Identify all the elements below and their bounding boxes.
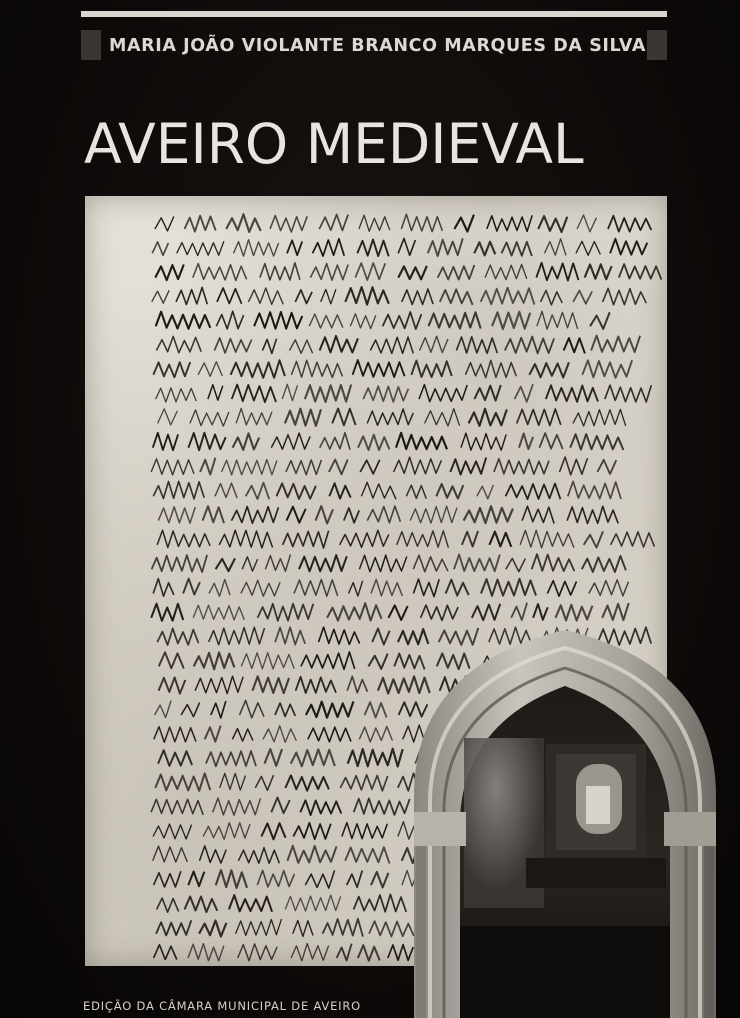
- script-word-stroke: [342, 823, 388, 839]
- script-word-stroke: [156, 312, 211, 329]
- script-word-stroke: [291, 749, 335, 766]
- script-word-stroke: [353, 360, 405, 377]
- script-word-stroke: [275, 627, 305, 644]
- script-word-stroke: [155, 701, 172, 718]
- script-word-stroke: [481, 288, 535, 305]
- script-word-stroke: [541, 290, 563, 305]
- script-word-stroke: [152, 242, 168, 255]
- script-word-stroke: [151, 459, 194, 475]
- doorway-image: [406, 626, 724, 1018]
- script-word-stroke: [469, 409, 507, 426]
- script-word-stroke: [305, 870, 334, 888]
- script-word-stroke: [398, 266, 427, 279]
- book-title: AVEIRO MEDIEVAL: [84, 112, 584, 176]
- script-word-stroke: [591, 336, 640, 353]
- script-word-stroke: [359, 727, 392, 742]
- script-word-stroke: [337, 944, 352, 961]
- script-word-stroke: [340, 530, 389, 547]
- script-word-stroke: [450, 458, 486, 475]
- script-word-stroke: [193, 264, 247, 281]
- script-word-stroke: [406, 485, 426, 498]
- script-word-stroke: [367, 409, 413, 425]
- script-word-stroke: [547, 581, 576, 597]
- script-word-stroke: [481, 579, 536, 596]
- script-word-stroke: [519, 434, 533, 450]
- script-word-stroke: [515, 384, 533, 402]
- script-word-stroke: [538, 216, 567, 232]
- script-word-stroke: [556, 605, 593, 621]
- script-word-stroke: [236, 919, 282, 935]
- script-word-stroke: [494, 459, 549, 474]
- script-word-stroke: [208, 385, 223, 401]
- script-word-stroke: [354, 798, 410, 815]
- script-word-stroke: [265, 749, 283, 766]
- script-word-stroke: [546, 385, 598, 402]
- script-word-stroke: [185, 216, 216, 232]
- script-word-stroke: [219, 530, 272, 548]
- script-word-stroke: [368, 654, 387, 669]
- script-word-stroke: [283, 531, 329, 548]
- script-word-stroke: [429, 312, 481, 328]
- script-word-stroke: [576, 241, 601, 255]
- top-rule: [81, 11, 667, 17]
- script-word-stroke: [240, 700, 265, 718]
- script-word-stroke: [545, 239, 567, 256]
- script-word-stroke: [329, 483, 350, 498]
- script-word-stroke: [265, 554, 290, 571]
- script-word-stroke: [492, 312, 530, 329]
- script-word-stroke: [153, 362, 190, 377]
- script-word-stroke: [301, 652, 355, 669]
- script-word-stroke: [242, 557, 257, 571]
- script-word-stroke: [358, 945, 380, 961]
- script-word-stroke: [321, 289, 336, 304]
- script-word-stroke: [257, 870, 294, 887]
- publisher-imprint: EDIÇÃO DA CÂMARA MUNICIPAL DE AVEIRO: [83, 999, 361, 1013]
- script-word-stroke: [260, 263, 300, 280]
- script-word-stroke: [584, 531, 603, 547]
- script-word-stroke: [529, 362, 569, 377]
- script-word-stroke: [309, 314, 343, 328]
- script-word-stroke: [296, 677, 336, 693]
- script-word-stroke: [209, 580, 230, 597]
- script-word-stroke: [477, 485, 494, 499]
- script-word-stroke: [536, 263, 578, 281]
- script-word-stroke: [181, 703, 200, 717]
- script-word-stroke: [425, 409, 460, 426]
- script-word-stroke: [291, 360, 342, 377]
- script-word-stroke: [413, 579, 439, 596]
- script-word-stroke: [206, 751, 256, 766]
- script-word-stroke: [194, 652, 235, 669]
- script-word-stroke: [306, 702, 354, 718]
- script-word-stroke: [158, 409, 178, 425]
- script-word-stroke: [354, 894, 407, 912]
- script-word-stroke: [358, 435, 390, 450]
- script-word-stroke: [357, 239, 388, 256]
- script-word-stroke: [454, 555, 500, 572]
- script-word-stroke: [487, 215, 532, 231]
- script-word-stroke: [590, 312, 610, 329]
- script-word-stroke: [603, 288, 647, 304]
- script-word-stroke: [428, 238, 463, 256]
- script-word-stroke: [570, 434, 623, 450]
- script-word-stroke: [505, 337, 554, 354]
- script-word-stroke: [485, 265, 527, 280]
- script-word-stroke: [285, 895, 340, 911]
- script-word-stroke: [345, 847, 389, 863]
- script-word-stroke: [397, 531, 449, 548]
- script-word-stroke: [295, 290, 312, 304]
- script-word-stroke: [319, 214, 348, 230]
- script-word-stroke: [151, 799, 203, 815]
- script-word-stroke: [329, 460, 348, 475]
- author-bar: [81, 30, 667, 62]
- script-word-stroke: [421, 605, 459, 620]
- script-word-stroke: [155, 773, 210, 790]
- script-word-stroke: [153, 846, 188, 862]
- script-word-stroke: [155, 265, 184, 281]
- script-word-stroke: [154, 727, 196, 743]
- script-word-stroke: [568, 481, 621, 499]
- script-word-stroke: [577, 215, 596, 232]
- script-word-stroke: [157, 898, 179, 912]
- script-word-stroke: [564, 338, 585, 353]
- script-word-stroke: [151, 604, 183, 621]
- script-word-stroke: [232, 385, 276, 403]
- script-word-stroke: [582, 556, 626, 572]
- script-word-stroke: [241, 653, 294, 669]
- script-word-stroke: [573, 291, 592, 304]
- script-word-stroke: [454, 215, 474, 232]
- script-word-stroke: [271, 798, 290, 814]
- script-word-stroke: [152, 555, 208, 572]
- script-word-stroke: [159, 677, 186, 693]
- script-word-stroke: [370, 337, 413, 353]
- script-word-stroke: [361, 482, 396, 499]
- script-word-stroke: [246, 483, 270, 500]
- script-word-stroke: [200, 846, 227, 863]
- script-word-stroke: [349, 581, 363, 596]
- script-word-stroke: [446, 580, 469, 596]
- script-word-stroke: [597, 460, 616, 474]
- script-word-stroke: [310, 264, 348, 281]
- script-word-stroke: [277, 483, 316, 499]
- script-word-stroke: [345, 287, 389, 304]
- script-word-stroke: [605, 385, 652, 402]
- script-word-stroke: [153, 579, 174, 597]
- script-word-stroke: [270, 216, 307, 232]
- script-word-stroke: [355, 263, 385, 280]
- script-word-stroke: [287, 507, 306, 523]
- script-word-stroke: [567, 506, 618, 523]
- script-word-stroke: [153, 481, 204, 499]
- script-word-stroke: [233, 433, 260, 450]
- script-word-stroke: [489, 532, 511, 547]
- script-word-stroke: [287, 846, 336, 863]
- script-word-stroke: [401, 214, 442, 232]
- script-word-stroke: [560, 457, 588, 475]
- author-name: MARIA JOÃO VIOLANTE BRANCO MARQUES DA SILVA: [109, 36, 646, 56]
- script-word-stroke: [533, 604, 548, 620]
- script-word-stroke: [464, 506, 513, 523]
- script-word-stroke: [285, 409, 321, 426]
- script-word-stroke: [347, 676, 367, 692]
- script-word-stroke: [474, 385, 500, 401]
- script-word-stroke: [275, 703, 295, 716]
- script-word-stroke: [371, 579, 402, 596]
- script-word-stroke: [183, 579, 200, 595]
- script-word-stroke: [294, 580, 338, 597]
- script-word-stroke: [231, 360, 285, 378]
- script-word-stroke: [236, 409, 272, 426]
- author-bar-left-block: [81, 30, 101, 60]
- script-word-stroke: [537, 311, 578, 329]
- script-word-stroke: [532, 554, 575, 571]
- script-word-stroke: [193, 605, 244, 620]
- script-word-stroke: [411, 361, 451, 377]
- script-word-stroke: [234, 240, 279, 257]
- script-word-stroke: [348, 749, 403, 767]
- script-word-stroke: [293, 921, 313, 937]
- script-word-stroke: [238, 944, 278, 961]
- script-word-stroke: [156, 336, 201, 352]
- script-word-stroke: [308, 727, 351, 742]
- script-word-stroke: [608, 216, 651, 232]
- script-word-stroke: [188, 433, 225, 450]
- script-word-stroke: [154, 871, 181, 887]
- script-word-stroke: [472, 604, 500, 620]
- script-word-stroke: [271, 433, 310, 449]
- script-word-stroke: [209, 627, 265, 645]
- script-word-stroke: [216, 311, 243, 329]
- script-word-stroke: [436, 484, 463, 499]
- script-word-stroke: [410, 506, 457, 523]
- script-word-stroke: [340, 775, 387, 791]
- script-word-stroke: [573, 409, 626, 426]
- script-word-stroke: [261, 823, 285, 839]
- script-word-stroke: [517, 409, 561, 426]
- script-word-stroke: [474, 242, 495, 256]
- script-word-stroke: [438, 265, 475, 280]
- script-word-stroke: [213, 798, 261, 815]
- script-word-stroke: [158, 750, 192, 766]
- script-word-stroke: [462, 531, 478, 546]
- script-word-stroke: [359, 555, 406, 572]
- script-word-stroke: [610, 239, 647, 255]
- script-word-stroke: [241, 580, 280, 596]
- script-word-stroke: [506, 558, 526, 571]
- script-word-stroke: [154, 945, 177, 960]
- script-word-stroke: [372, 629, 389, 645]
- script-word-stroke: [440, 289, 473, 305]
- script-word-stroke: [176, 287, 207, 304]
- script-word-stroke: [619, 264, 662, 280]
- script-word-stroke: [323, 919, 363, 937]
- script-word-stroke: [363, 386, 408, 402]
- script-word-stroke: [157, 628, 198, 645]
- script-word-stroke: [582, 360, 632, 378]
- script-word-stroke: [232, 507, 279, 524]
- script-word-stroke: [217, 288, 242, 304]
- script-word-stroke: [157, 530, 210, 547]
- script-word-stroke: [263, 726, 296, 742]
- script-word-stroke: [216, 558, 235, 571]
- script-word-stroke: [522, 506, 554, 523]
- script-word-stroke: [200, 458, 215, 475]
- script-word-stroke: [258, 604, 314, 621]
- script-word-stroke: [394, 457, 442, 474]
- script-word-stroke: [203, 823, 250, 840]
- script-word-stroke: [398, 238, 415, 255]
- script-word-stroke: [506, 483, 561, 499]
- script-word-stroke: [253, 676, 290, 693]
- script-word-stroke: [585, 264, 612, 279]
- script-word-stroke: [229, 895, 272, 912]
- script-word-stroke: [539, 433, 562, 449]
- script-word-stroke: [347, 871, 363, 888]
- script-word-stroke: [155, 217, 174, 231]
- script-word-stroke: [291, 944, 329, 961]
- script-word-stroke: [611, 532, 655, 547]
- script-word-stroke: [344, 508, 359, 523]
- script-word-stroke: [287, 240, 302, 255]
- script-word-stroke: [188, 944, 224, 961]
- script-word-stroke: [461, 433, 506, 450]
- script-word-stroke: [156, 920, 191, 935]
- script-word-stroke: [153, 824, 192, 839]
- script-word-stroke: [222, 460, 277, 475]
- script-word-stroke: [305, 385, 351, 402]
- script-word-stroke: [185, 897, 218, 913]
- script-word-stroke: [232, 729, 253, 742]
- script-word-stroke: [211, 701, 226, 718]
- script-word-stroke: [226, 214, 261, 232]
- script-word-stroke: [215, 483, 237, 498]
- script-word-stroke: [367, 506, 400, 523]
- script-word-stroke: [319, 627, 360, 644]
- script-word-stroke: [203, 506, 224, 523]
- script-word-stroke: [320, 433, 350, 450]
- script-word-stroke: [402, 289, 433, 305]
- script-word-stroke: [420, 336, 449, 352]
- script-word-stroke: [299, 555, 347, 571]
- script-word-stroke: [156, 388, 197, 402]
- script-word-stroke: [511, 603, 527, 620]
- script-word-stroke: [158, 507, 195, 523]
- script-word-stroke: [254, 312, 302, 329]
- script-word-stroke: [359, 215, 390, 231]
- script-word-stroke: [320, 336, 358, 353]
- script-word-stroke: [520, 530, 574, 548]
- script-word-stroke: [153, 433, 178, 450]
- script-word-stroke: [220, 773, 246, 790]
- script-word-stroke: [198, 362, 222, 377]
- script-word-stroke: [350, 314, 376, 329]
- script-word-stroke: [371, 872, 388, 888]
- script-word-stroke: [316, 506, 334, 524]
- script-word-stroke: [282, 384, 297, 400]
- script-word-stroke: [293, 823, 331, 839]
- script-word-stroke: [332, 409, 355, 426]
- script-word-stroke: [262, 339, 276, 354]
- script-word-stroke: [285, 775, 329, 790]
- script-word-stroke: [300, 800, 341, 815]
- script-word-stroke: [360, 460, 380, 474]
- script-word-stroke: [465, 360, 516, 377]
- script-word-stroke: [177, 241, 224, 255]
- script-word-stroke: [216, 870, 247, 888]
- script-word-stroke: [286, 460, 322, 475]
- script-word-stroke: [255, 775, 273, 790]
- script-word-stroke: [195, 676, 243, 693]
- script-word-stroke: [214, 338, 251, 353]
- script-word-stroke: [589, 580, 629, 596]
- script-word-stroke: [188, 872, 204, 887]
- script-word-stroke: [396, 433, 447, 449]
- script-word-stroke: [383, 312, 422, 329]
- script-word-stroke: [290, 340, 313, 354]
- script-word-stroke: [456, 337, 497, 353]
- script-word-stroke: [190, 410, 229, 426]
- script-word-stroke: [388, 605, 407, 620]
- author-bar-right-block: [647, 30, 667, 60]
- script-word-stroke: [238, 848, 279, 864]
- script-word-stroke: [313, 239, 345, 256]
- script-word-stroke: [159, 652, 184, 668]
- script-word-stroke: [327, 603, 381, 621]
- script-word-stroke: [419, 385, 467, 402]
- script-word-stroke: [502, 242, 532, 256]
- script-word-stroke: [248, 288, 283, 304]
- script-word-stroke: [152, 290, 169, 303]
- script-word-stroke: [199, 921, 226, 937]
- script-word-stroke: [205, 726, 221, 742]
- script-word-stroke: [413, 555, 448, 572]
- script-word-stroke: [602, 603, 629, 620]
- script-word-stroke: [365, 702, 387, 718]
